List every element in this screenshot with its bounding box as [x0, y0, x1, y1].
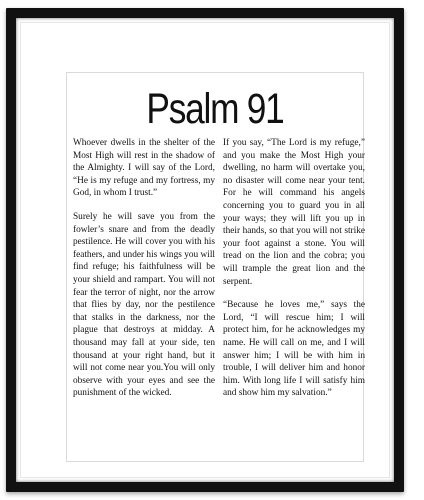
left-paragraph-1: Whoever dwells in the shelter of the Most High will rest in the shadow of the Almighty. I will say of the Lord, “He is my refuge and my fortress, my God, in whom I trust.” — [73, 138, 215, 199]
left-text-column — [73, 137, 215, 411]
print-title: Psalm 91 — [146, 85, 284, 133]
right-paragraph-1: If you say, “The Lord is my refuge,” and you make the Most High your dwelling, no harm will overtake you, no disaster will come near your tent. For he will command his angels concerning you to guard you in all your ways; they will lift you up in their hands, so that you will not strike your foot against a stone. You will tread on the lion and the cobra; you will trample the great lion and the serpent. — [223, 138, 365, 287]
picture-frame — [6, 8, 404, 492]
right-text-column — [223, 137, 365, 411]
psalm-print — [67, 73, 363, 461]
mat-board — [20, 22, 390, 478]
right-paragraph-2: “Because he loves me,” says the Lord, “I will rescue him; I will protect him, for he acknowledges my name. He will call on me, and I will answer him; I will be with him in trouble, I will deliver him and honor him. With long life I will satisfy him and show him my salvation.” — [223, 300, 365, 399]
left-paragraph-2: Surely he will save you from the fowler’s snare and from the deadly pestilence. He will cover you with his feathers, and under his wings you will find refuge; his faithfulness will be your shield and rampart. You will not fear the terror of night, nor the arrow that flies by day, nor the pestilence that stalks in the darkness, nor the plague that destroys at midday. A thousand may fall at your side, ten thousand at your right hand, but it will not come near you.You will only observe with your eyes and see the punishment of the wicked. — [73, 211, 215, 399]
frame-inner-edge — [16, 18, 394, 482]
